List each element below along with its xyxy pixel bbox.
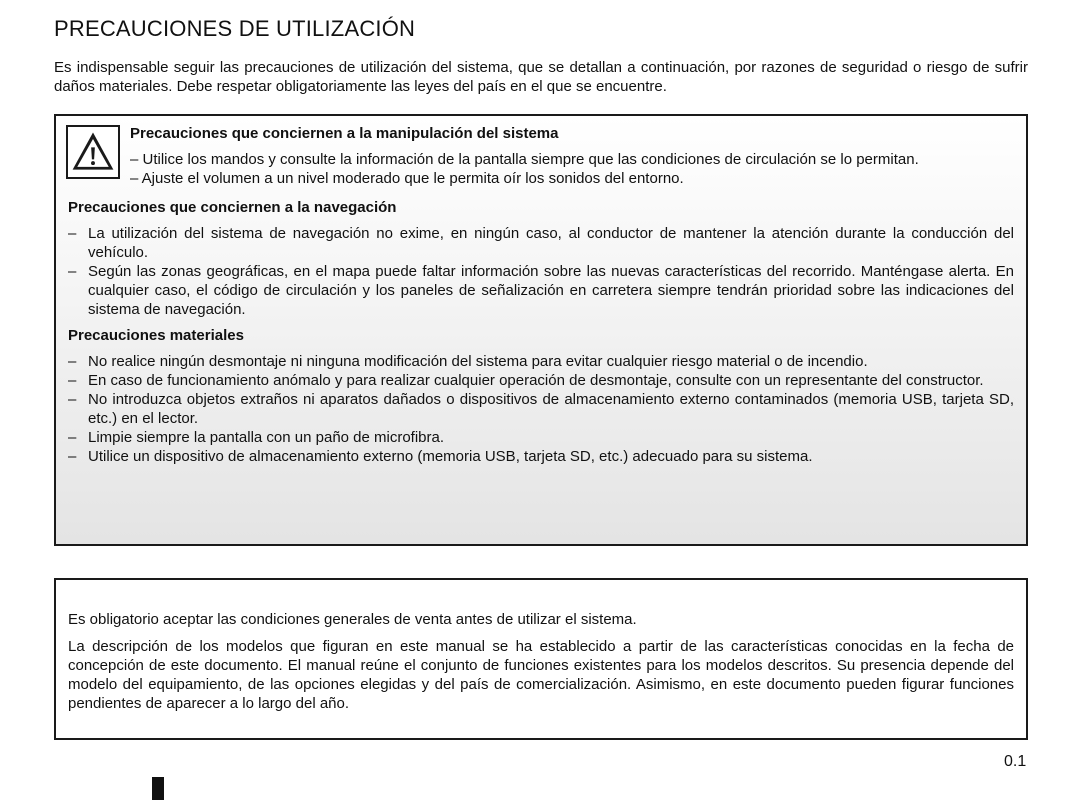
intro-paragraph: Es indispensable seguir las precauciones de utilización del sistema, que se detallan a continuación, por razones de seguridad o riesgo de sufrir daños materiales. Debe respetar obligatoriamente las leyes del país en el que se encuentre. [54, 59, 1028, 95]
navigation-item-text: Según las zonas geográficas, en el mapa puede faltar información sobre las nuevas características del recorrido. Manténgase alerta. En cualquier caso, el código de circulación y los paneles de señalización en carretera siempre tendrán prioridad sobre las indicaciones del sistema de navegación. [88, 263, 1014, 318]
manipulation-item: – Utilice los mandos y consulte la información de la pantalla siempre que las condiciones de circulación se lo permitan. [130, 151, 919, 168]
page-number: 0.1 [1004, 753, 1027, 770]
dash-bullet: – [68, 391, 77, 408]
navigation-heading: Precauciones que conciernen a la navegación [68, 199, 397, 216]
materials-item [68, 390, 1014, 428]
navigation-item-text: La utilización del sistema de navegación no exime, en ningún caso, al conductor de mantener la atención durante la conducción del vehículo. [88, 225, 1014, 261]
materials-item-text: No realice ningún desmontaje ni ninguna modificación del sistema para evitar cualquier riesgo material o de incendio. [88, 353, 868, 370]
page-title: PRECAUCIONES DE UTILIZACIÓN [54, 16, 416, 41]
info-box [54, 578, 1028, 740]
warning-box [54, 114, 1028, 546]
navigation-item [68, 262, 1014, 319]
materials-item [68, 447, 1014, 466]
dash-bullet: – [68, 372, 77, 389]
info-paragraph: La descripción de los modelos que figuran en este manual se ha establecido a partir de las características conocidas en la fecha de concepción de este documento. El manual reúne el conjunto de funciones existentes para los modelos descritos. Su presencia depende del modelo del equipamiento, de las opciones elegidas y del país de comercialización. Asimismo, en este documento pueden figurar funciones pendientes de aparecer a lo largo del año. [68, 638, 1014, 712]
materials-item-text: Utilice un dispositivo de almacenamiento externo (memoria USB, tarjeta SD, etc.) adecuado para su sistema. [88, 448, 813, 465]
materials-item [68, 428, 1014, 447]
dash-bullet: – [68, 429, 77, 446]
materials-heading: Precauciones materiales [68, 327, 244, 344]
info-paragraph: Es obligatorio aceptar las condiciones generales de venta antes de utilizar el sistema. [68, 611, 637, 628]
precautions-sections [68, 198, 1014, 466]
materials-item-text: Limpie siempre la pantalla con un paño de microfibra. [88, 429, 445, 446]
materials-item [68, 371, 1014, 390]
dash-bullet: – [68, 225, 77, 242]
manipulation-heading: Precauciones que conciernen a la manipulación del sistema [130, 125, 559, 142]
section-tab-marker [152, 777, 164, 800]
materials-item-text: No introduzca objetos extraños ni aparatos dañados o dispositivos de almacenamiento externo contaminados (memoria USB, tarjeta SD, etc.) en el lector. [88, 391, 1014, 427]
dash-bullet: – [68, 353, 77, 370]
dash-bullet: – [68, 263, 77, 280]
manipulation-item: – Ajuste el volumen a un nivel moderado que le permita oír los sonidos del entorno. [130, 170, 684, 187]
manipulation-section [130, 124, 1018, 188]
warning-triangle-icon [66, 125, 120, 179]
materials-item-text: En caso de funcionamiento anómalo y para realizar cualquier operación de desmontaje, consulte con un representante del constructor. [88, 372, 984, 389]
navigation-item [68, 224, 1014, 262]
materials-item [68, 352, 1014, 371]
dash-bullet: – [68, 448, 77, 465]
